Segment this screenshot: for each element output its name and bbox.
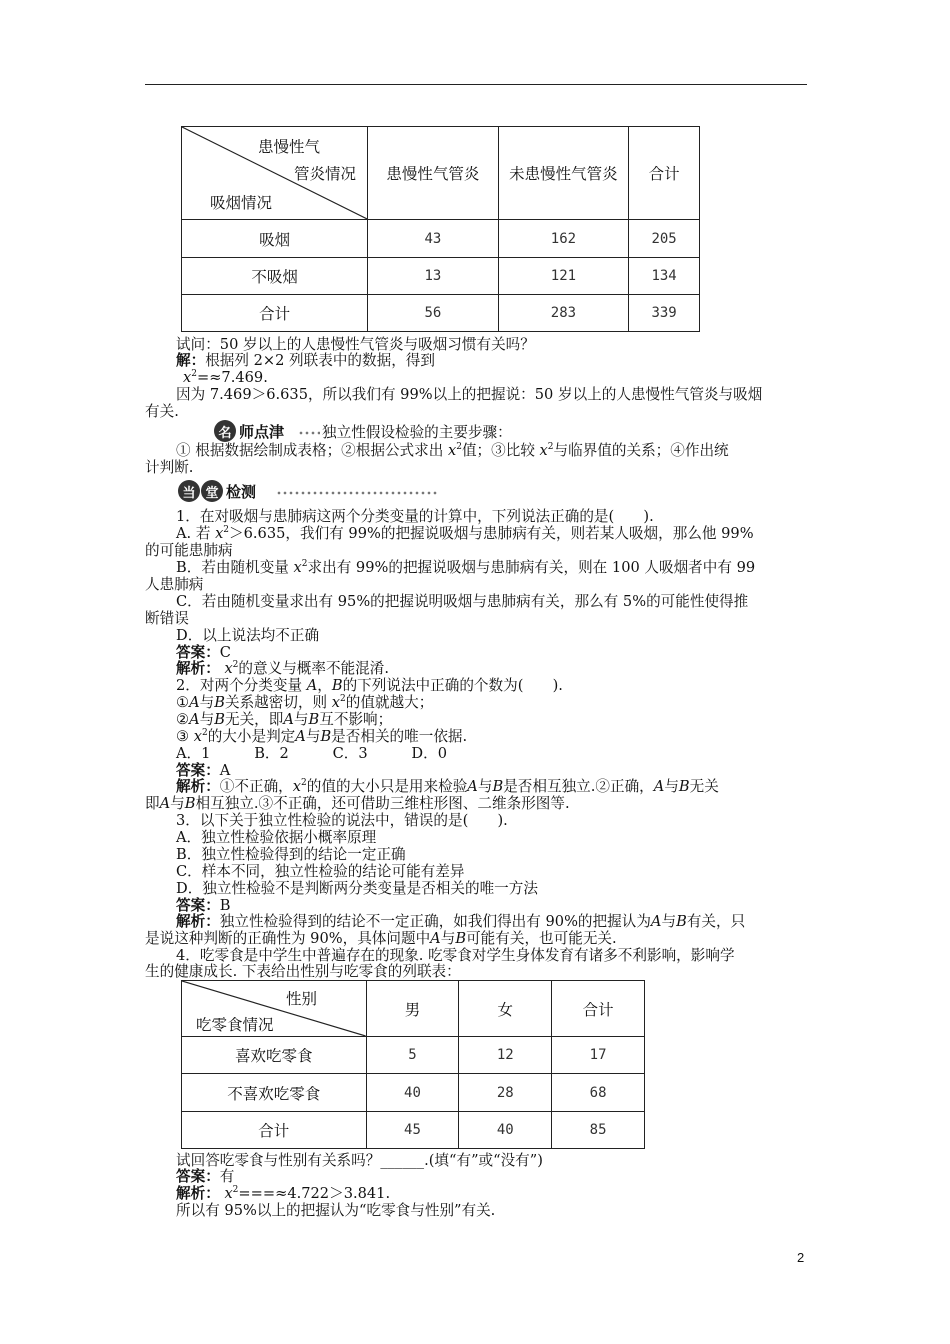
column-header: 合计 (552, 981, 645, 1037)
column-header: 合计 (629, 127, 700, 220)
header-rule (145, 84, 807, 85)
question-2: 2．对两个分类变量 A，B的下列说法中正确的个数为( ). (176, 677, 563, 694)
q3-option-a: A．独立性检验依据小概率原理 (176, 829, 377, 846)
q1-option-a-cont: 的可能患肺病 (145, 542, 233, 559)
cell: 43 (368, 220, 498, 258)
tip-heading: 独立性假设检验的主要步骤： (322, 424, 512, 441)
column-header: 女 (459, 981, 552, 1037)
q3-option-b: B．独立性检验得到的结论一定正确 (176, 846, 406, 863)
question-4-cont: 生的健康成长. 下表给出性别与吃零食的列联表： (145, 963, 461, 980)
row-label: 吸烟 (182, 220, 368, 258)
q4-explanation: 解析： $x^2===\approx 4.722>3.841$. (176, 1185, 391, 1202)
question-1: 1．在对吸烟与患肺病这两个分类变量的计算中，下列说法正确的是( ). (176, 508, 654, 525)
q2-statement-3: ③ $x^2$的大小是判定A与B是否相关的唯一依据. (176, 728, 468, 745)
row-label: 合计 (182, 1112, 367, 1149)
q1-answer: 答案：C (176, 644, 231, 661)
class-test-badge (178, 480, 256, 502)
q4-answer: 答案：有 (176, 1168, 235, 1185)
section-badge-icon-2: 堂 (201, 480, 223, 502)
header-mid-label: 管炎情况 (294, 165, 357, 183)
q3-explanation-cont: 是说这种判断的正确性为 90%，具体问题中A与B可能有关，也可能无关. (145, 930, 617, 947)
row-label: 不吸烟 (182, 258, 368, 295)
cell: 17 (552, 1037, 645, 1074)
q2-answer: 答案：A (176, 762, 231, 779)
q2-explanation-cont: 即A与B相互独立.③不正确，还可借助三维柱形图、二维条形图等. (145, 795, 570, 812)
cell: 40 (459, 1112, 552, 1149)
conclusion-line: 因为 7.469＞6.635，所以我们有 99%以上的把握说：50 岁以上的人患慢性气管炎与吸烟 (176, 386, 763, 403)
row-label: 不喜欢吃零食 (182, 1074, 367, 1112)
smoking-bronchitis-table (181, 126, 700, 332)
page-number: 2 (797, 1250, 805, 1265)
section-title: 检测 (226, 482, 257, 501)
question-4: 4．吃零食是中学生中普遍存在的现象. 吃零食对学生身体发育有诸多不利影响，影响学 (176, 947, 735, 964)
q1-option-b-cont: 人患肺病 (145, 576, 204, 593)
section-dots (276, 491, 438, 495)
cell: 134 (629, 258, 700, 295)
q2-statement-2: ②A与B无关，即A与B互不影响； (176, 711, 393, 728)
cell: 68 (552, 1074, 645, 1112)
table-row (182, 1112, 645, 1149)
question-intro: 试问：50 岁以上的人患慢性气管炎与吸烟习惯有关吗？ (176, 336, 535, 353)
row-label: 喜欢吃零食 (182, 1037, 367, 1074)
q4-question: 试回答吃零食与性别有关系吗？______.(填“有”或“没有”) (176, 1152, 543, 1169)
section-badge-icon-1: 当 (178, 480, 200, 502)
q2-options: A．1 B．2 C．3 D．0 (176, 745, 447, 762)
q1-option-a: A. 若 $x^2>6.635$，我们有 99%的把握说吸烟与患肺病有关，则若某人吸烟，那么他 99% (176, 525, 754, 542)
q3-answer: 答案：B (176, 897, 231, 914)
table-header-diagonal (182, 127, 368, 220)
cell: 13 (368, 258, 498, 295)
cell: 5 (366, 1037, 459, 1074)
column-header: 未患慢性气管炎 (498, 127, 629, 220)
conclusion-line-cont: 有关. (145, 403, 179, 420)
column-header: 男 (366, 981, 459, 1037)
chi-square-result: $x^2=\approx 7.469$. (183, 369, 268, 386)
question-3: 3．以下关于独立性检验的说法中，错误的是( ). (176, 812, 508, 829)
gender-snack-table (181, 980, 645, 1149)
column-header: 患慢性气管炎 (368, 127, 498, 220)
cell: 121 (498, 258, 629, 295)
table-row (182, 1037, 645, 1074)
solution-label: 解： (176, 352, 206, 369)
table-header-diagonal (182, 981, 367, 1037)
table-row (182, 1074, 645, 1112)
cell: 205 (629, 220, 700, 258)
row-label: 合计 (182, 295, 368, 332)
header-right-label: 性别 (286, 990, 318, 1008)
header-left-label: 吃零食情况 (196, 1016, 274, 1034)
q2-statement-1: ①A与B关系越密切，则 $x^2$的值就越大； (176, 694, 434, 711)
q1-option-c: C．若由随机变量求出有 95%的把握说明吸烟与患肺病有关，那么有 5%的可能性使得推 (176, 593, 749, 610)
cell: 56 (368, 295, 498, 332)
table-row (182, 258, 700, 295)
cell: 283 (498, 295, 629, 332)
cell: 40 (366, 1074, 459, 1112)
cell: 45 (366, 1112, 459, 1149)
tip-badge-icon: 名 (214, 420, 236, 442)
tip-badge-title: 师点津 (239, 422, 285, 441)
q3-option-c: C．样本不同，独立性检验的结论可能有差异 (176, 863, 465, 880)
q1-option-c-cont: 断错误 (145, 610, 189, 627)
cell: 28 (459, 1074, 552, 1112)
cell: 162 (498, 220, 629, 258)
teacher-tip-badge (214, 420, 284, 442)
table-row (182, 295, 700, 332)
tip-steps-line-cont: 计判断. (145, 459, 194, 476)
q1-option-d: D．以上说法均不正确 (176, 627, 320, 644)
cell: 339 (629, 295, 700, 332)
tip-steps-line: ① 根据数据绘制成表格；②根据公式求出 $x^2$值；③比较 $x^2$与临界值的关系；④作出统 (176, 442, 729, 459)
table-row (182, 220, 700, 258)
q3-explanation: 解析：独立性检验得到的结论不一定正确，如我们得出有 90%的把握认为A与B有关，只 (176, 913, 746, 930)
q4-conclusion: 所以有 95%以上的把握认为“吃零食与性别”有关. (176, 1202, 496, 1219)
q1-option-b: B．若由随机变量 $x^2$求出有 99%的把握说吸烟与患肺病有关，则在 100 人吸烟者中有 99 (176, 559, 756, 576)
q2-explanation: 解析：①不正确，$x^2$的值的大小只是用来检验A与B是否相互独立.②正确，A与B无关 (176, 778, 719, 795)
header-top-label: 患慢性气 (258, 138, 321, 156)
cell: 85 (552, 1112, 645, 1149)
q3-option-d: D．独立性检验不是判断两分类变量是否相关的唯一方法 (176, 880, 538, 897)
cell: 12 (459, 1037, 552, 1074)
q1-explanation: 解析： $x^2$的意义与概率不能混淆. (176, 660, 389, 677)
solution-line: 解：根据列 2×2 列联表中的数据，得到 (176, 352, 435, 369)
header-left-label: 吸烟情况 (210, 194, 273, 212)
tip-dots (298, 431, 320, 435)
